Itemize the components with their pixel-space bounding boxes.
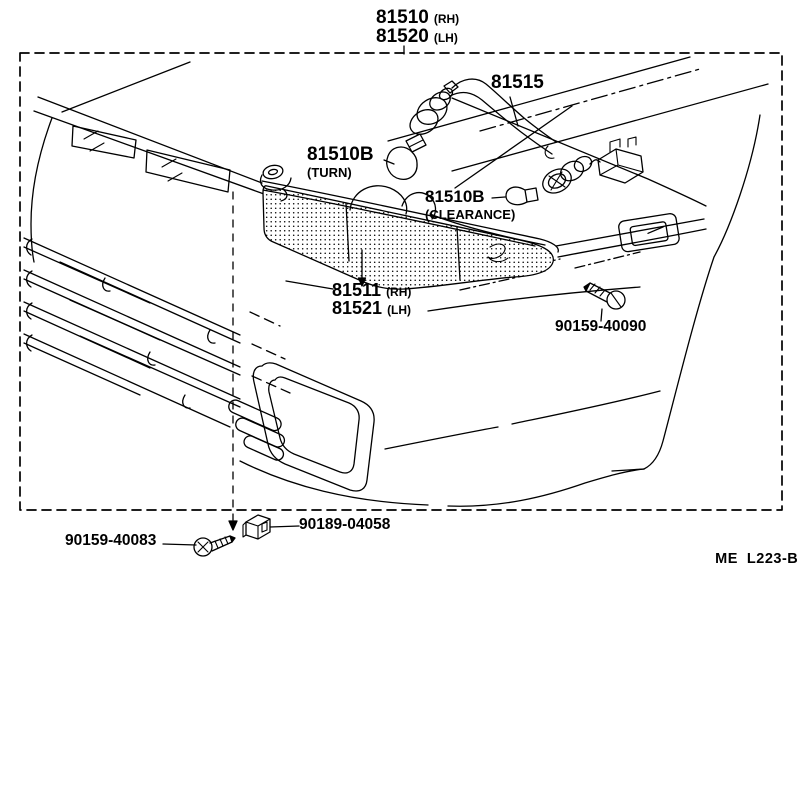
connector-icon — [598, 137, 643, 183]
turn-signal-lamp-lens — [260, 164, 558, 290]
part-number: 81510B — [425, 187, 485, 206]
figure-code-text: ME L223-B — [715, 550, 799, 567]
callout-lamp-assy-rh — [376, 8, 459, 27]
part-number: 81510 — [376, 7, 429, 28]
side-qualifier: (LH) — [433, 31, 458, 45]
grille-slats — [24, 238, 290, 462]
function-qualifier: (TURN) — [307, 165, 352, 180]
part-number: 81510B — [307, 144, 374, 165]
callout-lens-rh — [332, 281, 411, 299]
callout-lens — [332, 281, 411, 317]
part-number: 90189-04058 — [299, 516, 391, 533]
screw-icon-side — [584, 283, 625, 309]
turn-socket-icon — [405, 81, 458, 139]
callout-screw-bottom — [65, 533, 156, 549]
callout-screw-side — [555, 319, 646, 335]
part-number: 81521 — [332, 298, 383, 318]
fog-opening — [253, 363, 374, 491]
callout-harness — [491, 73, 544, 92]
part-number: 81515 — [491, 72, 544, 93]
turn-signal-bulb-icon — [387, 134, 426, 179]
figure-code — [697, 537, 798, 581]
callout-lamp-assy-lh — [376, 27, 459, 46]
callout-lamp-assy — [376, 8, 459, 46]
screw-icon-bottom — [194, 536, 235, 556]
clip-icon — [243, 515, 270, 539]
side-qualifier: (LH) — [387, 303, 412, 317]
callout-bulb-turn — [307, 145, 374, 179]
callout-bulb-clearance — [425, 188, 515, 221]
grille-upper-slots — [72, 126, 230, 192]
side-qualifier: (RH) — [386, 285, 412, 299]
callout-clip-bottom — [299, 517, 390, 533]
part-number: 81520 — [376, 26, 429, 47]
clearance-socket-icon — [539, 154, 595, 198]
callout-lens-lh — [332, 299, 411, 317]
side-qualifier: (RH) — [433, 12, 460, 26]
part-number: 90159-40090 — [555, 318, 647, 335]
part-number: 90159-40083 — [65, 532, 157, 549]
part-number: 81511 — [332, 280, 382, 300]
function-qualifier: (CLEARANCE) — [425, 207, 516, 222]
